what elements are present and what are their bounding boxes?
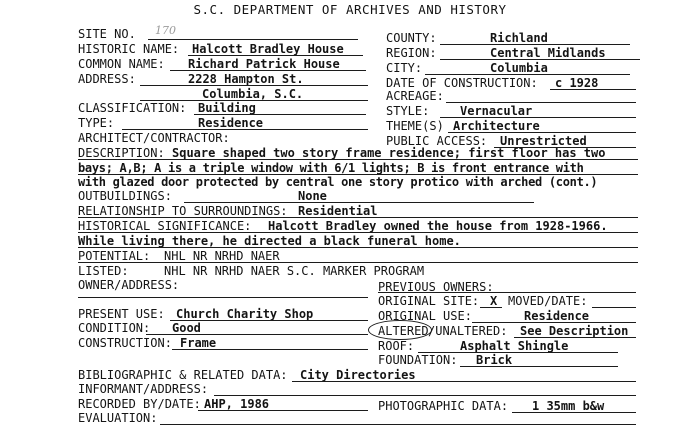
photographic-value: 1 35mm b&w bbox=[532, 399, 605, 413]
construction-label: CONSTRUCTION: bbox=[78, 336, 172, 350]
previous-owners-rule bbox=[378, 292, 636, 293]
city-label: CITY: bbox=[386, 61, 423, 75]
description-line1: Square shaped two story frame residence; first floor has two bbox=[172, 146, 606, 160]
foundation-rule bbox=[460, 366, 618, 367]
relationship-label: RELATIONSHIP TO SURROUNDINGS: bbox=[78, 204, 288, 218]
date-construction-rule bbox=[550, 89, 636, 90]
condition-value: Good bbox=[172, 321, 201, 335]
original-site-rule bbox=[480, 307, 502, 308]
classification-value: Building bbox=[198, 101, 256, 115]
original-use-value: Residence bbox=[524, 309, 590, 323]
construction-rule bbox=[172, 349, 368, 350]
form-title: S.C. DEPARTMENT OF ARCHIVES AND HISTORY bbox=[193, 2, 507, 17]
style-value: Vernacular bbox=[460, 104, 533, 118]
common-name-value: Richard Patrick House bbox=[188, 57, 340, 71]
region-label: REGION: bbox=[386, 46, 437, 60]
relationship-value: Residential bbox=[298, 204, 378, 218]
original-site-label: ORIGINAL SITE: bbox=[378, 294, 480, 308]
public-access-value: Unrestricted bbox=[500, 134, 587, 148]
altered-value: See Description bbox=[520, 324, 629, 338]
informant-rule bbox=[214, 395, 636, 396]
recorded-rule bbox=[198, 410, 368, 411]
address-label: ADDRESS: bbox=[78, 72, 136, 86]
significance-line2: While living there, he directed a black funeral home. bbox=[78, 234, 461, 248]
owner-address-label: OWNER/ADDRESS: bbox=[78, 278, 180, 292]
roof-value: Asphalt Shingle bbox=[460, 339, 569, 353]
classification-label: CLASSIFICATION: bbox=[78, 101, 187, 115]
construction-value: Frame bbox=[180, 336, 217, 350]
type-rule bbox=[122, 129, 368, 130]
date-construction-label: DATE OF CONSTRUCTION: bbox=[386, 76, 538, 90]
original-site-value: X bbox=[490, 294, 498, 308]
foundation-value: Brick bbox=[476, 353, 513, 367]
listed-options: NHL NR NRHD NAER S.C. MARKER PROGRAM bbox=[164, 264, 425, 278]
outbuildings-label: OUTBUILDINGS: bbox=[78, 189, 172, 203]
bibliographic-label: BIBLIOGRAPHIC & RELATED DATA: bbox=[78, 368, 288, 382]
county-rule bbox=[440, 44, 630, 45]
significance-rule-2 bbox=[78, 247, 638, 248]
evaluation-label: EVALUATION: bbox=[78, 411, 158, 425]
address-rule-1 bbox=[140, 85, 368, 86]
moved-date-rule bbox=[592, 307, 636, 308]
present-use-label: PRESENT USE: bbox=[78, 307, 165, 321]
recorded-label: RECORDED BY/DATE: bbox=[78, 397, 201, 411]
outbuildings-value: None bbox=[298, 189, 327, 203]
description-label: DESCRIPTION: bbox=[78, 146, 165, 160]
original-use-rule bbox=[472, 322, 636, 323]
photographic-rule bbox=[512, 412, 636, 413]
description-line2: bays; A,B; A is a triple window with 6/1 lights; B is front entrance with bbox=[78, 161, 584, 175]
public-access-label: PUBLIC ACCESS: bbox=[386, 134, 488, 148]
region-value: Central Midlands bbox=[490, 46, 606, 60]
county-value: Richland bbox=[490, 31, 548, 45]
condition-rule bbox=[146, 334, 368, 335]
common-name-label: COMMON NAME: bbox=[78, 57, 165, 71]
historic-name-label: HISTORIC NAME: bbox=[78, 42, 180, 56]
address-line1: 2228 Hampton St. bbox=[188, 72, 304, 86]
address-line2: Columbia, S.C. bbox=[202, 87, 304, 101]
theme-value: Architecture bbox=[453, 119, 540, 133]
altered-label: ALTERED bbox=[378, 324, 429, 338]
acreage-rule bbox=[446, 102, 636, 103]
type-label: TYPE: bbox=[78, 116, 115, 130]
significance-rule-1 bbox=[78, 232, 638, 233]
roof-label: ROOF: bbox=[378, 339, 415, 353]
bibliographic-rule bbox=[292, 381, 636, 382]
region-rule bbox=[440, 59, 640, 60]
type-value: Residence bbox=[198, 116, 264, 130]
city-value: Columbia bbox=[490, 61, 548, 75]
city-rule bbox=[425, 74, 630, 75]
acreage-label: ACREAGE: bbox=[386, 89, 444, 103]
significance-line1: Halcott Bradley owned the house from 1928-1966. bbox=[268, 219, 608, 233]
condition-label: CONDITION: bbox=[78, 321, 151, 335]
style-label: STYLE: bbox=[386, 104, 430, 118]
site-no-label: SITE NO. bbox=[78, 27, 136, 41]
potential-label: POTENTIAL: bbox=[78, 249, 151, 263]
recorded-value: AHP, 1986 bbox=[204, 397, 270, 411]
moved-date-label: MOVED/DATE: bbox=[508, 294, 588, 308]
unaltered-label: /UNALTERED: bbox=[428, 324, 508, 338]
evaluation-rule bbox=[160, 424, 636, 425]
theme-label: THEME(S) bbox=[386, 119, 444, 133]
site-no-rule bbox=[148, 39, 358, 40]
classification-rule bbox=[194, 114, 366, 115]
description-rule-1 bbox=[78, 159, 638, 160]
owner-address-rule bbox=[78, 297, 368, 298]
common-name-rule bbox=[170, 70, 366, 71]
county-label: COUNTY: bbox=[386, 31, 437, 45]
significance-label: HISTORICAL SIGNIFICANCE: bbox=[78, 219, 252, 233]
date-construction-value: c 1928 bbox=[555, 76, 599, 90]
bibliographic-value: City Directories bbox=[300, 368, 416, 382]
style-rule bbox=[440, 117, 636, 118]
previous-owners-label: PREVIOUS OWNERS: bbox=[378, 280, 494, 294]
historic-name-rule bbox=[188, 55, 363, 56]
potential-options: NHL NR NRHD NAER bbox=[164, 249, 280, 263]
potential-rule bbox=[78, 262, 638, 263]
listed-label: LISTED: bbox=[78, 264, 129, 278]
original-use-label: ORIGINAL USE: bbox=[378, 309, 472, 323]
altered-rule bbox=[514, 337, 636, 338]
description-line3: with glazed door protected by central one story protico with arched (cont.) bbox=[78, 175, 598, 189]
foundation-label: FOUNDATION: bbox=[378, 353, 458, 367]
outbuildings-rule bbox=[184, 202, 534, 203]
photographic-label: PHOTOGRAPHIC DATA: bbox=[378, 399, 509, 413]
informant-label: INFORMANT/ADDRESS: bbox=[78, 382, 209, 396]
relationship-rule bbox=[78, 217, 638, 218]
architect-label: ARCHITECT/CONTRACTOR: bbox=[78, 131, 230, 145]
theme-rule bbox=[448, 132, 636, 133]
present-use-value: Church Charity Shop bbox=[176, 307, 314, 321]
site-no-handwritten: 170 bbox=[155, 24, 176, 37]
historic-name-value: Halcott Bradley House bbox=[192, 42, 344, 56]
